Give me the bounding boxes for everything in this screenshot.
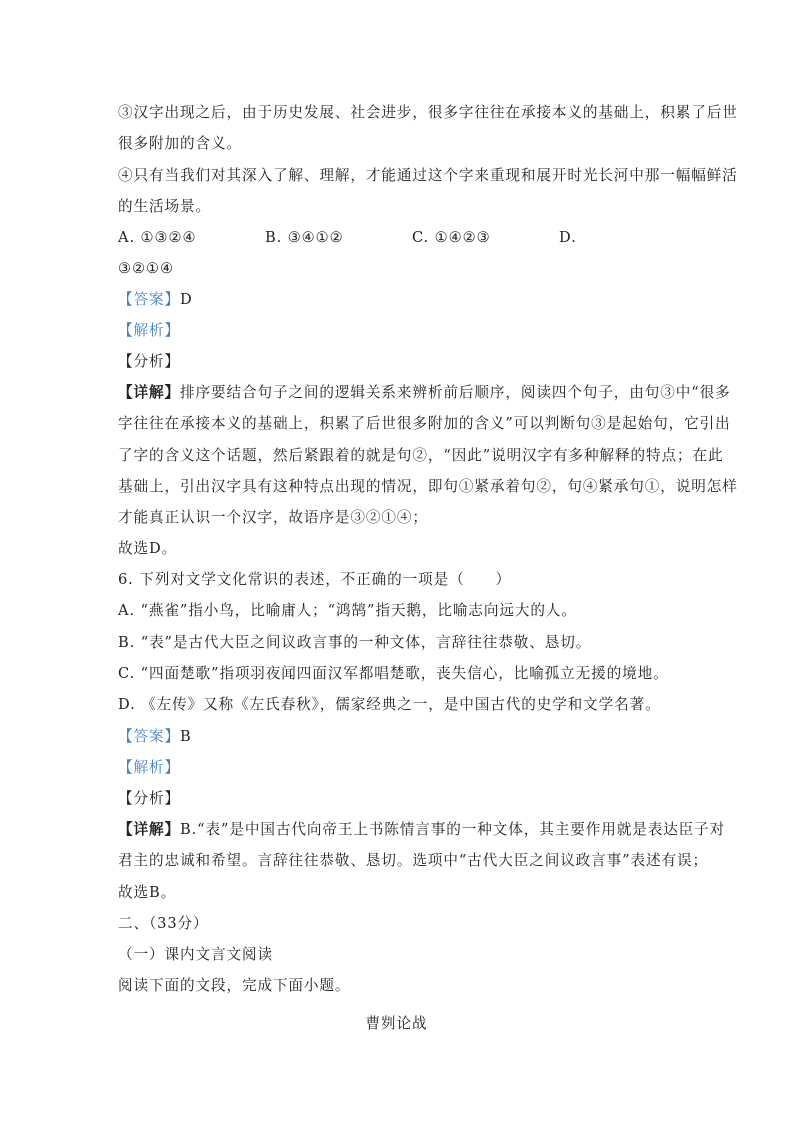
option-c: C. ①④②③: [412, 229, 491, 246]
detail-text: B.“表”是中国古代向帝王上书陈情言事的一种文体，其主要作用就是表达臣子对: [179, 821, 726, 838]
option-b: B. “表”是古代大臣之间议政言事的一种文体，言辞往往恭敬、恳切。: [118, 634, 592, 651]
text-line: [118, 820, 725, 840]
detail-text: 排序要结合句子之间的逻辑关系来辨析前后顺序，阅读四个句子，由句③中“很多: [179, 384, 731, 401]
q6-answer: [118, 727, 192, 747]
q5-jiexi-label: 【解析】: [118, 322, 180, 339]
q5-answer: [118, 290, 193, 310]
text-line: 君主的忠诚和希望。言辞往往恭敬、恳切。选项中“古代大臣之间议政言事”表述有误；: [118, 852, 708, 869]
option-c: C. “四面楚歌”指项羽夜闻四面汉军都唱楚歌，丧失信心，比喻孤立无援的境地。: [118, 665, 669, 682]
conclusion: 故选B。: [118, 884, 177, 901]
passage-title: 曹刿论战: [365, 1015, 428, 1032]
section-heading: 二、（33分）: [118, 915, 209, 932]
option-d: D. 《左传》又称《左氏春秋》，儒家经典之一，是中国古代的史学和文学名著。: [118, 696, 661, 713]
answer-label: 【答案】: [118, 291, 180, 308]
text-line: ④只有当我们对其深入了解、理解，才能通过这个字来重现和展开时光长河中那一幅幅鲜活: [118, 167, 738, 184]
text-line: 了字的含义这个话题，然后紧跟着的就是句②，“因此”说明汉字有多种解释的特点；在此: [118, 447, 724, 464]
option-a: A. ①③②④: [118, 229, 197, 246]
instruction: 阅读下面的文段，完成下面小题。: [118, 977, 351, 994]
text-line: 的生活场景。: [118, 198, 211, 215]
option-b: B. ③④①②: [265, 229, 344, 246]
text-line: 才能真正认识一个汉字，故语序是③②①④；: [118, 509, 428, 526]
option-a: A. “燕雀”指小鸟，比喻庸人；“鸿鹄”指天鹅，比喻志向远大的人。: [118, 602, 577, 619]
question-text: 6. 下列对文学文化常识的表述，不正确的一项是（ ）: [118, 571, 512, 588]
xiangjie-label: 【详解】: [118, 821, 180, 838]
option-d-content: ③②①④: [118, 260, 174, 277]
answer-value: B: [179, 728, 192, 745]
q6-fenxi-label: 【分析】: [118, 790, 180, 807]
text-line: 很多附加的含义。: [118, 135, 242, 152]
subsection-heading: （一）课内文言文阅读: [118, 946, 273, 963]
q6-jiexi-label: 【解析】: [118, 759, 180, 776]
text-line: 基础上，引出汉字具有这种特点出现的情况，即句①紧承着句②，句④紧承句①，说明怎样: [118, 478, 738, 495]
answer-label: 【答案】: [118, 728, 180, 745]
option-d: D.: [559, 229, 577, 246]
xiangjie-label: 【详解】: [118, 384, 180, 401]
text-line: [118, 383, 731, 403]
q5-fenxi-label: 【分析】: [118, 353, 180, 370]
text-line: 字往往在承接本义的基础上，积累了后世很多附加的含义”可以判断句③是起始句，它引出: [118, 415, 731, 432]
conclusion: 故选D。: [118, 540, 178, 557]
text-line: ③汉字出现之后，由于历史发展、社会进步，很多字往往在承接本义的基础上，积累了后世: [118, 104, 738, 121]
answer-value: D: [179, 291, 193, 308]
